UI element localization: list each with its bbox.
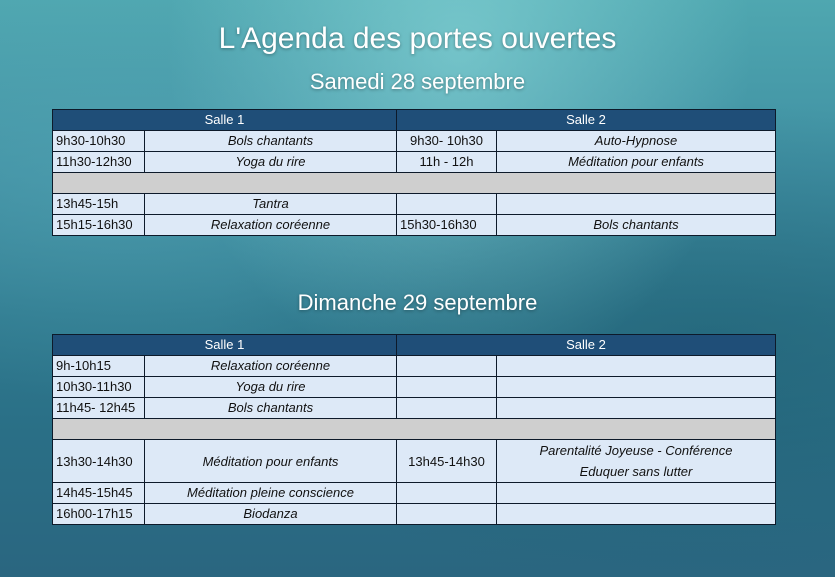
room1-time: 9h-10h15 <box>53 356 145 377</box>
room2-activity <box>497 440 776 483</box>
room1-header: Salle 1 <box>53 335 397 356</box>
room2-activity <box>497 398 776 419</box>
table-row <box>53 215 776 236</box>
table-row <box>53 152 776 173</box>
room1-activity: Bols chantants <box>145 131 397 152</box>
table-row <box>53 131 776 152</box>
table-header-row <box>53 110 776 131</box>
room1-time: 11h30-12h30 <box>53 152 145 173</box>
room2-activity: Bols chantants <box>497 215 776 236</box>
room1-time: 9h30-10h30 <box>53 131 145 152</box>
room1-activity: Méditation pleine conscience <box>145 483 397 504</box>
room1-header: Salle 1 <box>53 110 397 131</box>
room2-activity-line2: Eduquer sans lutter <box>579 464 693 479</box>
room2-header: Salle 2 <box>397 335 776 356</box>
room1-time: 13h45-15h <box>53 194 145 215</box>
room2-time: 9h30- 10h30 <box>397 131 497 152</box>
pause-row <box>53 419 776 440</box>
room2-activity <box>497 194 776 215</box>
room2-time: 13h45-14h30 <box>397 440 497 483</box>
room1-activity: Relaxation coréenne <box>145 215 397 236</box>
table-row <box>53 356 776 377</box>
room1-time: 14h45-15h45 <box>53 483 145 504</box>
room1-time: 15h15-16h30 <box>53 215 145 236</box>
saturday-title: Samedi 28 septembre <box>309 69 526 94</box>
room2-time <box>397 194 497 215</box>
room1-activity: Biodanza <box>145 504 397 525</box>
room1-activity: Yoga du rire <box>145 377 397 398</box>
room2-activity-line1: Parentalité Joyeuse - Conférence <box>539 443 733 458</box>
page-title: L'Agenda des portes ouvertes <box>218 22 617 55</box>
table-row <box>53 483 776 504</box>
room1-time: 16h00-17h15 <box>53 504 145 525</box>
room2-activity <box>497 356 776 377</box>
room2-activity <box>497 377 776 398</box>
saturday-schedule-table <box>52 109 776 236</box>
table-header-row <box>53 335 776 356</box>
room2-time <box>397 377 497 398</box>
table-row <box>53 440 776 483</box>
room2-time <box>397 504 497 525</box>
room1-time: 10h30-11h30 <box>53 377 145 398</box>
room2-activity: Méditation pour enfants <box>497 152 776 173</box>
room1-time: 11h45- 12h45 <box>53 398 145 419</box>
room2-time: 11h - 12h <box>397 152 497 173</box>
room1-activity: Tantra <box>145 194 397 215</box>
room2-time <box>397 356 497 377</box>
room1-activity: Bols chantants <box>145 398 397 419</box>
room1-time: 13h30-14h30 <box>53 440 145 483</box>
table-row <box>53 194 776 215</box>
room2-time: 15h30-16h30 <box>397 215 497 236</box>
pause-separator <box>53 419 776 440</box>
room1-activity: Méditation pour enfants <box>145 440 397 483</box>
room1-activity: Yoga du rire <box>145 152 397 173</box>
sunday-title: Dimanche 29 septembre <box>297 290 538 315</box>
table-row <box>53 504 776 525</box>
room2-activity <box>497 504 776 525</box>
room2-activity: Auto-Hypnose <box>497 131 776 152</box>
room2-activity <box>497 483 776 504</box>
pause-row <box>53 173 776 194</box>
sunday-schedule-table <box>52 334 776 525</box>
room2-time <box>397 483 497 504</box>
pause-separator <box>53 173 776 194</box>
table-row <box>53 398 776 419</box>
room1-activity: Relaxation coréenne <box>145 356 397 377</box>
room2-header: Salle 2 <box>397 110 776 131</box>
room2-time <box>397 398 497 419</box>
table-row <box>53 377 776 398</box>
